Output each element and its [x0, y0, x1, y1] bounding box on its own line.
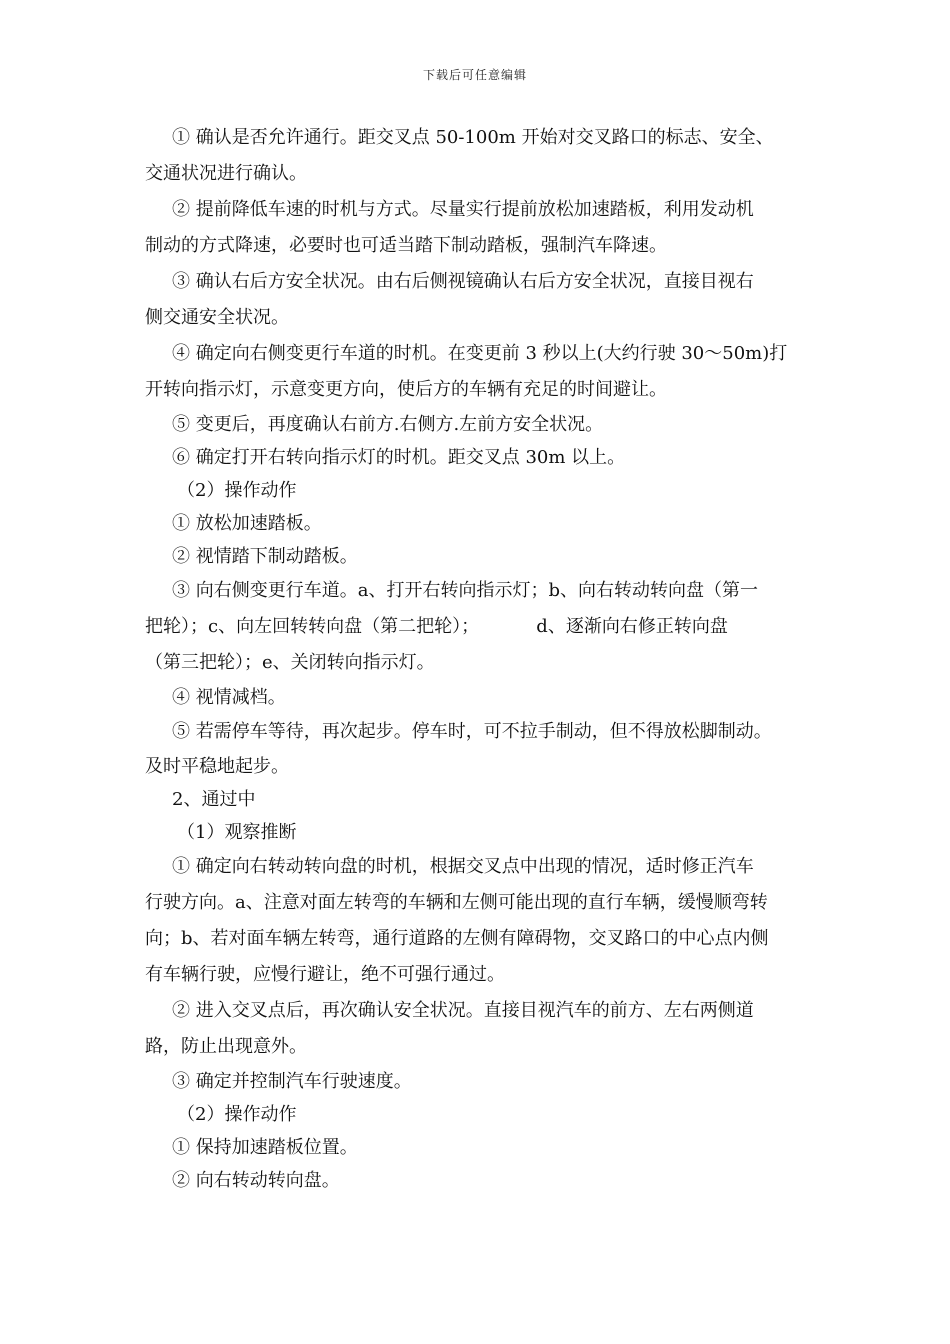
paragraph-line: ① 放松加速踏板。	[172, 513, 322, 534]
paragraph-line: ② 向右转动转向盘。	[172, 1170, 340, 1191]
paragraph-line: （第三把轮）；e、关闭转向指示灯。	[145, 652, 435, 673]
paragraph-line: 行驶方向。a、注意对面左转弯的车辆和左侧可能出现的直行车辆，缓慢顺弯转	[145, 892, 768, 913]
paragraph-line: ① 保持加速踏板位置。	[172, 1137, 358, 1158]
paragraph-line: ② 进入交叉点后，再次确认安全状况。直接目视汽车的前方、左右两侧道	[172, 1000, 754, 1021]
paragraph-line: ⑤ 变更后，再度确认右前方.右侧方.左前方安全状况。	[172, 414, 604, 435]
document-body	[145, 120, 815, 1197]
page-header: 下载后可任意编辑	[422, 68, 527, 82]
paragraph-line: ④ 视情减档。	[172, 687, 286, 708]
paragraph-line: ⑤ 若需停车等待，再次起步。停车时，可不拉手制动，但不得放松脚制动。	[172, 721, 772, 742]
section-subheading: （2）操作动作	[177, 480, 297, 501]
paragraph-line: ⑥ 确定打开右转向指示灯的时机。距交叉点 30m 以上。	[172, 447, 626, 468]
paragraph-line: 向；b、若对面车辆左转弯，通行道路的左侧有障碍物，交叉路口的中心点内侧	[145, 928, 769, 949]
paragraph-line: ① 确认是否允许通行。距交叉点 50-100m 开始对交叉路口的标志、安全、	[172, 127, 774, 148]
paragraph-line: ③ 确定并控制汽车行驶速度。	[172, 1071, 412, 1092]
paragraph-line: 侧交通安全状况。	[145, 307, 289, 328]
paragraph-line: 路，防止出现意外。	[145, 1036, 307, 1057]
paragraph-line: ② 视情踏下制动踏板。	[172, 546, 358, 567]
paragraph-line: ③ 向右侧变更行车道。a、打开右转向指示灯；b、向右转动转向盘（第一	[172, 580, 758, 601]
paragraph-line: ④ 确定向右侧变更行车道的时机。在变更前 3 秒以上(大约行驶 30～50m)打	[172, 343, 788, 364]
section-heading: 2、通过中	[172, 789, 256, 810]
paragraph-line: ① 确定向右转动转向盘的时机，根据交叉点中出现的情况，适时修正汽车	[172, 856, 754, 877]
section-subheading: （1）观察推断	[177, 822, 297, 843]
paragraph-line: 及时平稳地起步。	[145, 756, 289, 777]
paragraph-line: 制动的方式降速，必要时也可适当踏下制动踏板，强制汽车降速。	[145, 235, 667, 256]
paragraph-line: 把轮）；c、向左回转转向盘（第二把轮）； d、逐渐向右修正转向盘	[145, 616, 728, 637]
paragraph-line: 有车辆行驶，应慢行避让，绝不可强行通过。	[145, 964, 505, 985]
paragraph-line: ③ 确认右后方安全状况。由右后侧视镜确认右后方安全状况，直接目视右	[172, 271, 754, 292]
paragraph-line: 开转向指示灯，示意变更方向，使后方的车辆有充足的时间避让。	[145, 379, 667, 400]
paragraph-line: ② 提前降低车速的时机与方式。尽量实行提前放松加速踏板，利用发动机	[172, 199, 754, 220]
section-subheading: （2）操作动作	[177, 1104, 297, 1125]
paragraph-line: 交通状况进行确认。	[145, 163, 307, 184]
